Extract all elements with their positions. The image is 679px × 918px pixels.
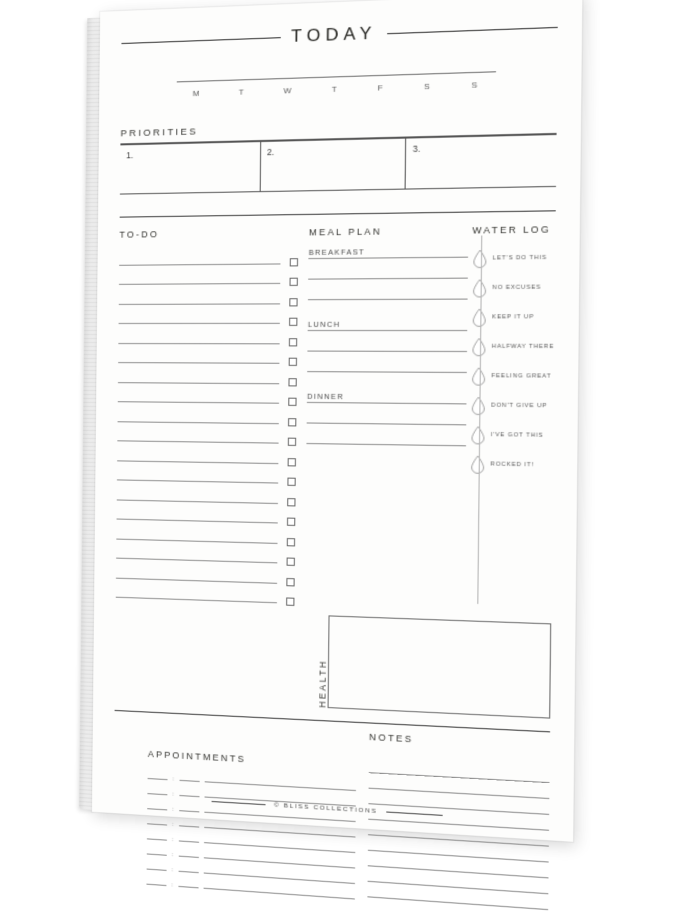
checkbox-icon[interactable] bbox=[288, 458, 296, 466]
appointment-time-separator: : bbox=[172, 821, 174, 828]
appointment-time-separator: : bbox=[172, 776, 175, 783]
appointment-minute-line[interactable] bbox=[179, 840, 199, 842]
todo-row[interactable] bbox=[118, 387, 297, 408]
todo-write-line[interactable] bbox=[118, 362, 280, 364]
meal-write-line[interactable] bbox=[307, 402, 466, 404]
todo-write-line[interactable] bbox=[119, 323, 281, 324]
meal-write-line[interactable] bbox=[308, 278, 467, 280]
water-drop-label: NO EXCUSES bbox=[492, 284, 542, 292]
title-rule-right bbox=[387, 26, 558, 33]
water-drop-label: FEELING GREAT bbox=[491, 373, 552, 380]
checkbox-icon[interactable] bbox=[287, 518, 295, 526]
appointments-list bbox=[146, 767, 356, 903]
todo-list bbox=[116, 248, 299, 608]
water-drop-icon[interactable] bbox=[471, 308, 486, 327]
water-log-section bbox=[464, 224, 556, 617]
checkbox-icon[interactable] bbox=[287, 538, 295, 546]
meal-label-breakfast: BREAKFAST bbox=[308, 247, 366, 258]
todo-write-line[interactable] bbox=[117, 440, 278, 443]
meal-plan-column bbox=[295, 225, 469, 614]
todo-row[interactable] bbox=[119, 288, 298, 309]
page-title-row bbox=[121, 16, 558, 53]
appointment-time-separator: : bbox=[171, 882, 174, 889]
appointments-section bbox=[113, 747, 356, 903]
checkbox-icon[interactable] bbox=[286, 597, 294, 605]
checkbox-icon[interactable] bbox=[287, 558, 295, 566]
footer-rule-right bbox=[386, 811, 443, 815]
water-drop-label: LET'S DO THIS bbox=[492, 254, 547, 262]
meal-label-dinner: DINNER bbox=[307, 391, 345, 402]
meal-dinner bbox=[307, 392, 467, 447]
day-letters bbox=[177, 80, 496, 99]
meal-breakfast bbox=[308, 246, 468, 300]
health-notes-box[interactable] bbox=[328, 615, 552, 718]
body-separator-rule bbox=[120, 210, 556, 217]
checkbox-icon[interactable] bbox=[290, 298, 298, 306]
meal-write-line[interactable] bbox=[307, 422, 466, 425]
notes-list bbox=[367, 761, 549, 914]
checkbox-icon[interactable] bbox=[289, 358, 297, 366]
water-drop-icon[interactable] bbox=[472, 279, 487, 298]
checkbox-icon[interactable] bbox=[290, 258, 298, 266]
water-drop-label: HALFWAY THERE bbox=[491, 343, 555, 351]
todo-write-line[interactable] bbox=[117, 499, 278, 504]
notepad-top-sheet bbox=[92, 0, 583, 889]
priority-cell-3[interactable]: 3. bbox=[405, 135, 557, 189]
todo-row[interactable] bbox=[118, 406, 297, 428]
checkbox-icon[interactable] bbox=[289, 338, 297, 346]
water-drop-row[interactable] bbox=[471, 361, 554, 391]
notes-section bbox=[355, 760, 550, 916]
notepad bbox=[92, 0, 583, 889]
todo-write-line[interactable] bbox=[117, 479, 278, 483]
title-rule-left bbox=[121, 37, 280, 44]
appointment-minute-line[interactable] bbox=[179, 780, 199, 782]
appointments-heading: APPOINTMENTS bbox=[147, 748, 247, 765]
checkbox-icon[interactable] bbox=[289, 318, 297, 326]
checkbox-icon[interactable] bbox=[289, 398, 297, 406]
appointment-hour-line[interactable] bbox=[147, 853, 167, 855]
water-drop-row[interactable] bbox=[470, 450, 553, 481]
priorities-grid bbox=[120, 134, 557, 195]
water-drop-row[interactable] bbox=[471, 302, 554, 332]
todo-write-line[interactable] bbox=[119, 303, 281, 305]
meal-write-line[interactable] bbox=[307, 371, 466, 373]
meal-plan-heading: MEAL PLAN bbox=[308, 226, 383, 238]
page-title: TODAY bbox=[290, 23, 377, 46]
water-drop-icon[interactable] bbox=[470, 396, 485, 415]
water-drop-row[interactable] bbox=[470, 420, 553, 451]
appointment-hour-line[interactable] bbox=[146, 884, 166, 886]
water-drop-row[interactable] bbox=[471, 332, 554, 362]
todo-row[interactable] bbox=[118, 328, 297, 348]
meal-lunch bbox=[307, 320, 467, 373]
todo-row[interactable] bbox=[118, 348, 297, 368]
priority-cell-2[interactable]: 2. bbox=[259, 139, 405, 191]
day-letter-wed[interactable]: W bbox=[283, 85, 293, 96]
todo-write-line[interactable] bbox=[116, 538, 277, 543]
checkbox-icon[interactable] bbox=[288, 438, 296, 446]
todo-row[interactable] bbox=[117, 426, 296, 448]
bottom-sections bbox=[113, 747, 550, 916]
appointment-time-separator: : bbox=[171, 852, 174, 859]
water-log-heading: WATER LOG bbox=[472, 224, 551, 236]
todo-write-line[interactable] bbox=[117, 460, 278, 464]
appointment-minute-line[interactable] bbox=[178, 871, 198, 873]
health-heading: HEALTH bbox=[317, 658, 329, 709]
day-letter-sun[interactable]: S bbox=[471, 80, 479, 90]
todo-heading: TO-DO bbox=[119, 229, 160, 240]
health-section bbox=[313, 615, 551, 719]
appointment-time-separator: : bbox=[171, 867, 174, 874]
appointment-hour-line[interactable] bbox=[147, 869, 167, 871]
priorities-section bbox=[120, 117, 557, 195]
planner-sheet bbox=[92, 0, 583, 889]
day-letter-mon[interactable]: M bbox=[192, 88, 201, 99]
todo-write-line[interactable] bbox=[118, 382, 280, 384]
todo-write-line[interactable] bbox=[118, 401, 280, 404]
priority-cell-1[interactable]: 1. bbox=[126, 150, 134, 161]
appointment-time-separator: : bbox=[171, 836, 174, 844]
checkbox-icon[interactable] bbox=[289, 378, 297, 386]
todo-write-line[interactable] bbox=[117, 519, 278, 524]
checkbox-icon[interactable] bbox=[290, 278, 298, 286]
appointment-hour-line[interactable] bbox=[147, 808, 167, 810]
checkbox-icon[interactable] bbox=[288, 418, 296, 426]
water-drop-label: ROCKED IT! bbox=[490, 461, 535, 469]
day-selector bbox=[121, 69, 557, 100]
todo-row[interactable] bbox=[118, 367, 297, 388]
day-letter-thu[interactable]: T bbox=[331, 84, 338, 94]
todo-row[interactable] bbox=[119, 308, 298, 328]
meal-write-line[interactable] bbox=[308, 351, 467, 352]
water-drop-row[interactable] bbox=[470, 391, 553, 421]
todo-write-line[interactable] bbox=[119, 263, 281, 265]
todo-write-line[interactable] bbox=[119, 283, 281, 285]
day-letter-tue[interactable]: T bbox=[238, 87, 245, 97]
main-columns bbox=[116, 224, 556, 617]
appointment-hour-line[interactable] bbox=[148, 778, 168, 780]
appointment-time-separator: : bbox=[172, 791, 175, 798]
todo-write-line[interactable] bbox=[118, 421, 280, 424]
meal-label-lunch: LUNCH bbox=[307, 319, 341, 329]
appointment-time-separator: : bbox=[172, 806, 174, 813]
todo-row[interactable] bbox=[119, 248, 298, 269]
water-drop-label: DON'T GIVE UP bbox=[491, 402, 548, 410]
water-drop-row[interactable] bbox=[472, 273, 555, 303]
appointment-minute-line[interactable] bbox=[178, 886, 198, 888]
todo-row[interactable] bbox=[119, 268, 298, 289]
notes-write-line[interactable] bbox=[367, 896, 548, 910]
appointment-minute-line[interactable] bbox=[178, 856, 198, 858]
checkbox-icon[interactable] bbox=[287, 498, 295, 506]
meal-write-line[interactable] bbox=[308, 330, 467, 331]
water-drop-label: KEEP IT UP bbox=[492, 314, 535, 321]
day-letter-sat[interactable]: S bbox=[424, 81, 431, 92]
appointment-minute-line[interactable] bbox=[179, 810, 199, 812]
checkbox-icon[interactable] bbox=[287, 577, 295, 585]
meal-write-line[interactable] bbox=[309, 257, 468, 259]
appointment-minute-line[interactable] bbox=[179, 825, 199, 827]
todo-section bbox=[116, 227, 299, 608]
todo-write-line[interactable] bbox=[118, 343, 280, 344]
appointment-text-line[interactable] bbox=[203, 888, 355, 900]
meal-write-line[interactable] bbox=[308, 299, 467, 301]
footer-rule-left bbox=[212, 801, 266, 805]
appointment-hour-line[interactable] bbox=[147, 823, 167, 825]
water-drop-label: I'VE GOT THIS bbox=[490, 431, 544, 439]
meal-write-line[interactable] bbox=[307, 443, 466, 446]
brand-label: © BLISS COLLECTIONS bbox=[273, 801, 378, 816]
priorities-heading: PRIORITIES bbox=[120, 126, 199, 140]
notes-heading: NOTES bbox=[369, 731, 414, 745]
appointment-hour-line[interactable] bbox=[147, 838, 167, 840]
checkbox-icon[interactable] bbox=[288, 478, 296, 486]
water-drop-row[interactable] bbox=[472, 243, 555, 273]
day-letter-fri[interactable]: F bbox=[377, 83, 384, 93]
